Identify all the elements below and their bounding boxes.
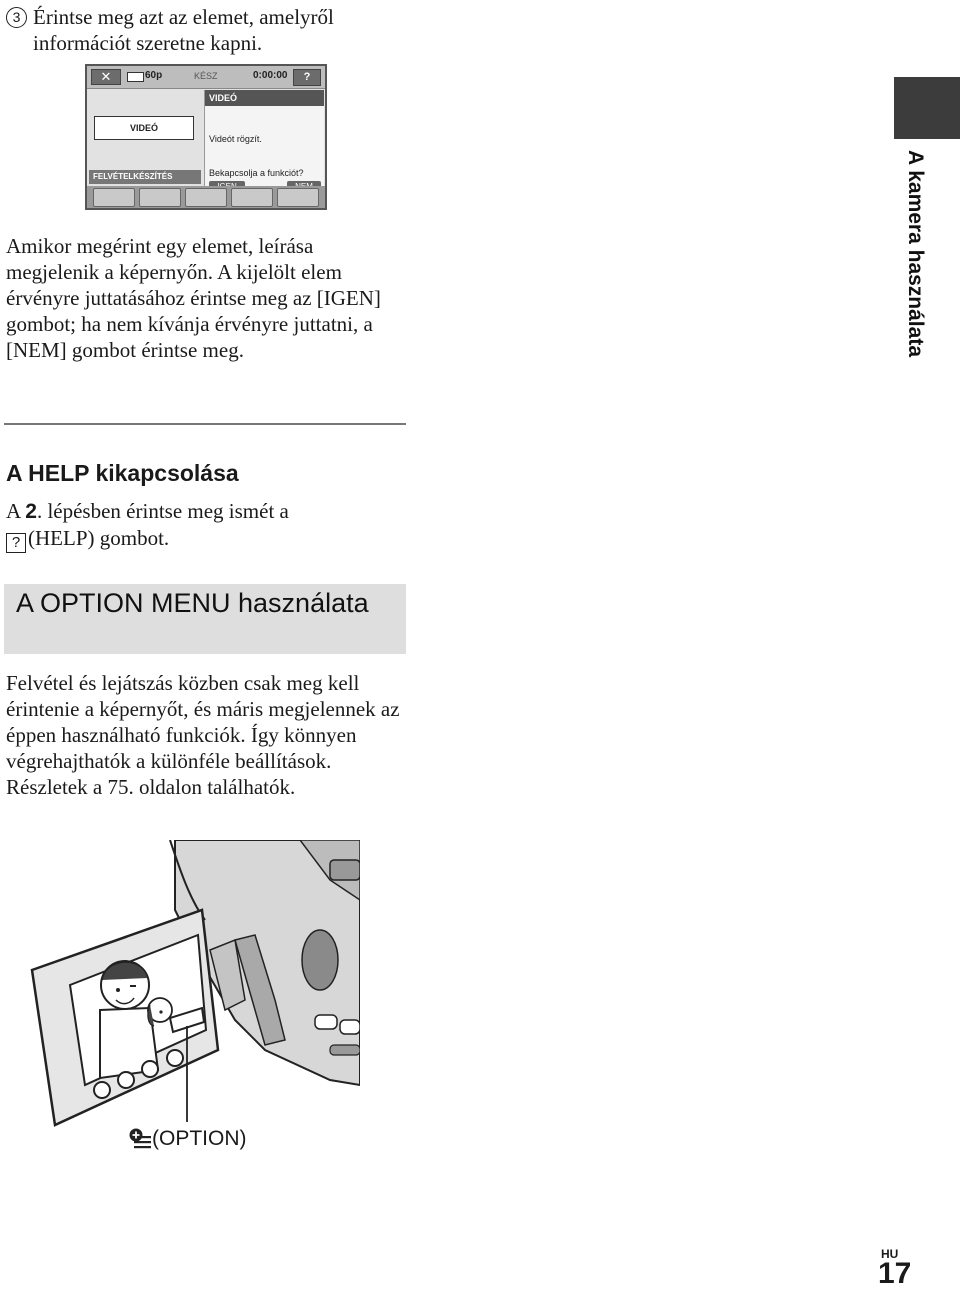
lcd-status-bar	[87, 66, 325, 89]
lcd-video-item: VIDEÓ	[94, 116, 194, 140]
lcd-description: Videót rögzít.	[209, 134, 262, 144]
sidebar-tab-block	[894, 77, 960, 139]
step-text: Érintse meg azt az elemet, amelyről információt szeretne kapni.	[33, 5, 334, 55]
option-label: (OPTION)	[152, 1127, 247, 1150]
divider	[4, 423, 406, 425]
lcd-tab: FELVÉTELKÉSZÍTÉS	[89, 170, 201, 184]
option-callout	[128, 1126, 247, 1152]
step-3	[6, 4, 406, 56]
play-icon	[139, 188, 181, 207]
menu-icon	[277, 188, 319, 207]
lcd-time: 0:00:00	[253, 70, 288, 81]
help-off-step-ref: 2	[25, 500, 37, 523]
help-off-text	[6, 498, 406, 553]
help-off-heading: A HELP kikapcsolása	[6, 460, 239, 486]
option-icon	[128, 1127, 152, 1149]
help-off-prefix: A	[6, 499, 26, 523]
lcd-panel-title: VIDEÓ	[205, 90, 324, 106]
lcd-status: KÉSZ	[194, 71, 218, 81]
lcd-screenshot	[85, 64, 327, 210]
help-icon: ?	[6, 533, 26, 553]
sidebar-label: A kamera használata	[904, 150, 927, 357]
paragraph-description: Amikor megérint egy elemet, leírása megjelenik a képernyőn. A kijelölt elem érvényre juttatásához érintse meg az [IGEN] gombot; ha nem kívánja érvényre juttatni, a [NEM] gombot érintse meg.	[6, 234, 381, 362]
step-number: 3	[6, 7, 27, 28]
lcd-close-button: ✕	[91, 69, 121, 85]
lcd-bottom-bar	[87, 186, 325, 208]
option-section-title: A OPTION MENU használata	[16, 588, 369, 618]
lcd-help-button: ?	[293, 69, 321, 86]
grid-icon	[185, 188, 227, 207]
page-language: HU	[881, 1247, 899, 1261]
lcd-confirm-text: Bekapcsolja a funkciót?	[209, 168, 304, 178]
page-number: 17	[878, 1257, 912, 1290]
help-off-suffix: (HELP) gombot.	[28, 526, 170, 550]
camcorder-illustration	[30, 840, 360, 1150]
camera-icon	[93, 188, 135, 207]
option-section-body: Felvétel és lejátszás közben csak meg kell érintenie a képernyőt, és máris megjelennek az éppen használható funkciók. Így könnyen végrehajthatók a különféle beállítások. Részletek a 75. oldalon találhatók.	[6, 671, 400, 799]
battery-icon	[127, 72, 144, 82]
lcd-frame-rate: 60p	[145, 70, 163, 81]
lcd-help-panel	[204, 90, 324, 195]
return-icon	[231, 188, 273, 207]
help-off-mid: . lépésben érintse meg ismét a	[36, 499, 289, 523]
